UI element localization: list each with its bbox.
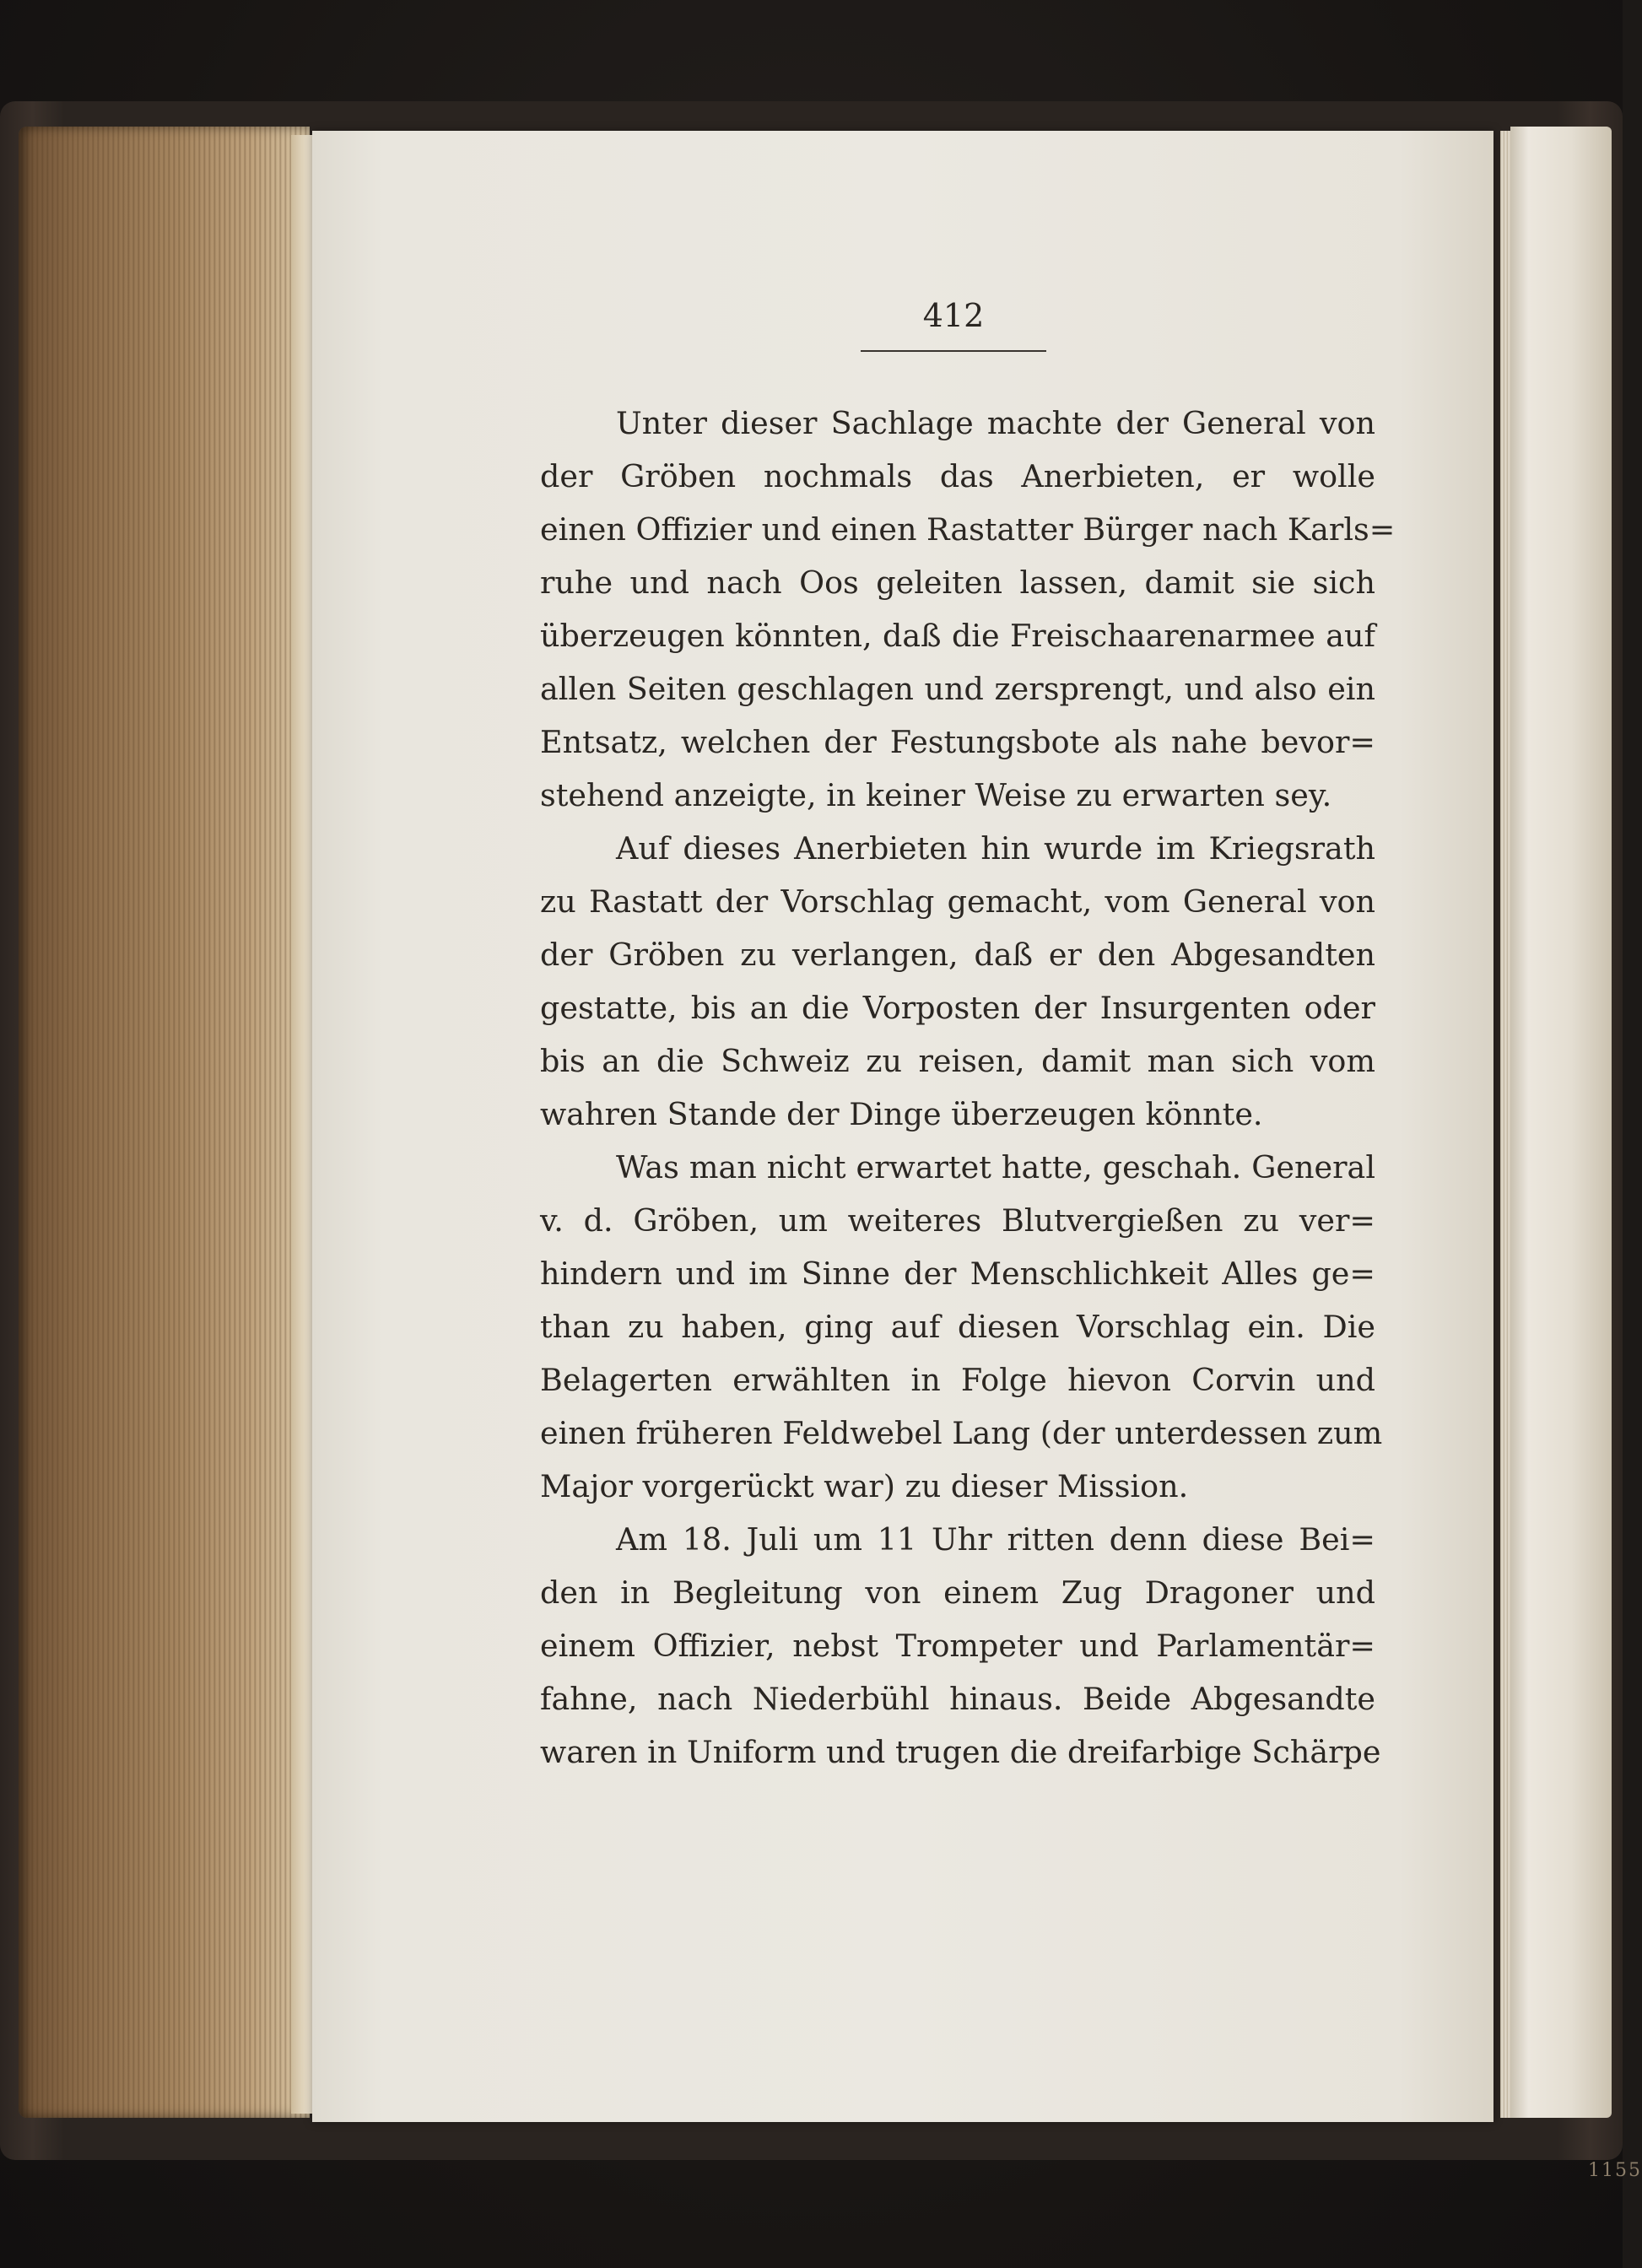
text-line: v. d. Gröben, um weiteres Blutvergießen zu ver= (540, 1202, 1375, 1239)
text-line: waren in Uniform und trugen die dreifarbige Schärpe (540, 1734, 1381, 1770)
page-edges-left (19, 127, 310, 2118)
text-line: hindern und im Sinne der Menschlichkeit Alles ge= (540, 1256, 1375, 1292)
text-line: gestatte, bis an die Vorposten der Insurgenten oder (540, 990, 1375, 1026)
text-line: der Gröben zu verlangen, daß er den Abgesandten (540, 937, 1375, 973)
header-rule (861, 350, 1046, 352)
text-line: than zu haben, ging auf diesen Vorschlag ein. Die (540, 1309, 1375, 1345)
text-line: den in Begleitung von einem Zug Dragoner und (540, 1574, 1375, 1611)
text-line: Am 18. Juli um 11 Uhr ritten denn diese Bei= (616, 1521, 1375, 1558)
text-line: allen Seiten geschlagen und zersprengt, und also ein (540, 671, 1375, 707)
text-line: wahren Stande der Dinge überzeugen könnte. (540, 1096, 1263, 1132)
text-line: Auf dieses Anerbieten hin wurde im Kriegsrath (616, 830, 1375, 867)
text-line: Was man nicht erwartet hatte, geschah. General (616, 1149, 1375, 1185)
text-line: der Gröben nochmals das Anerbieten, er wolle (540, 458, 1375, 494)
text-line: einem Offizier, nebst Trompeter und Parlamentär= (540, 1628, 1375, 1664)
text-line: ruhe und nach Oos geleiten lassen, damit sie sich (540, 564, 1375, 601)
facing-page-edge-text: 1155 (1588, 2160, 1642, 2181)
text-line: zu Rastatt der Vorschlag gemacht, vom General von (540, 883, 1375, 920)
text-line: bis an die Schweiz zu reisen, damit man sich vom (540, 1043, 1375, 1079)
text-line: Unter dieser Sachlage machte der General von (616, 405, 1375, 441)
text-line: stehend anzeigte, in keiner Weise zu erwarten sey. (540, 777, 1332, 813)
text-line: Belagerten erwählten in Folge hievon Corvin und (540, 1362, 1375, 1398)
facing-page (1510, 127, 1612, 2118)
text-line: fahne, nach Niederbühl hinaus. Beide Abgesandte (540, 1681, 1375, 1717)
text-line: einen früheren Feldwebel Lang (der unterdessen zum (540, 1415, 1383, 1451)
text-line: Major vorgerückt war) zu dieser Mission. (540, 1468, 1189, 1504)
page-body-text (540, 397, 1396, 1779)
text-line: überzeugen könnten, daß die Freischaarenarmee auf (540, 618, 1375, 654)
text-line: einen Offizier und einen Rastatter Bürger nach Karls= (540, 511, 1396, 548)
page-number: 412 (922, 297, 985, 334)
text-line: Entsatz, welchen der Festungsbote als nahe bevor= (540, 724, 1375, 760)
